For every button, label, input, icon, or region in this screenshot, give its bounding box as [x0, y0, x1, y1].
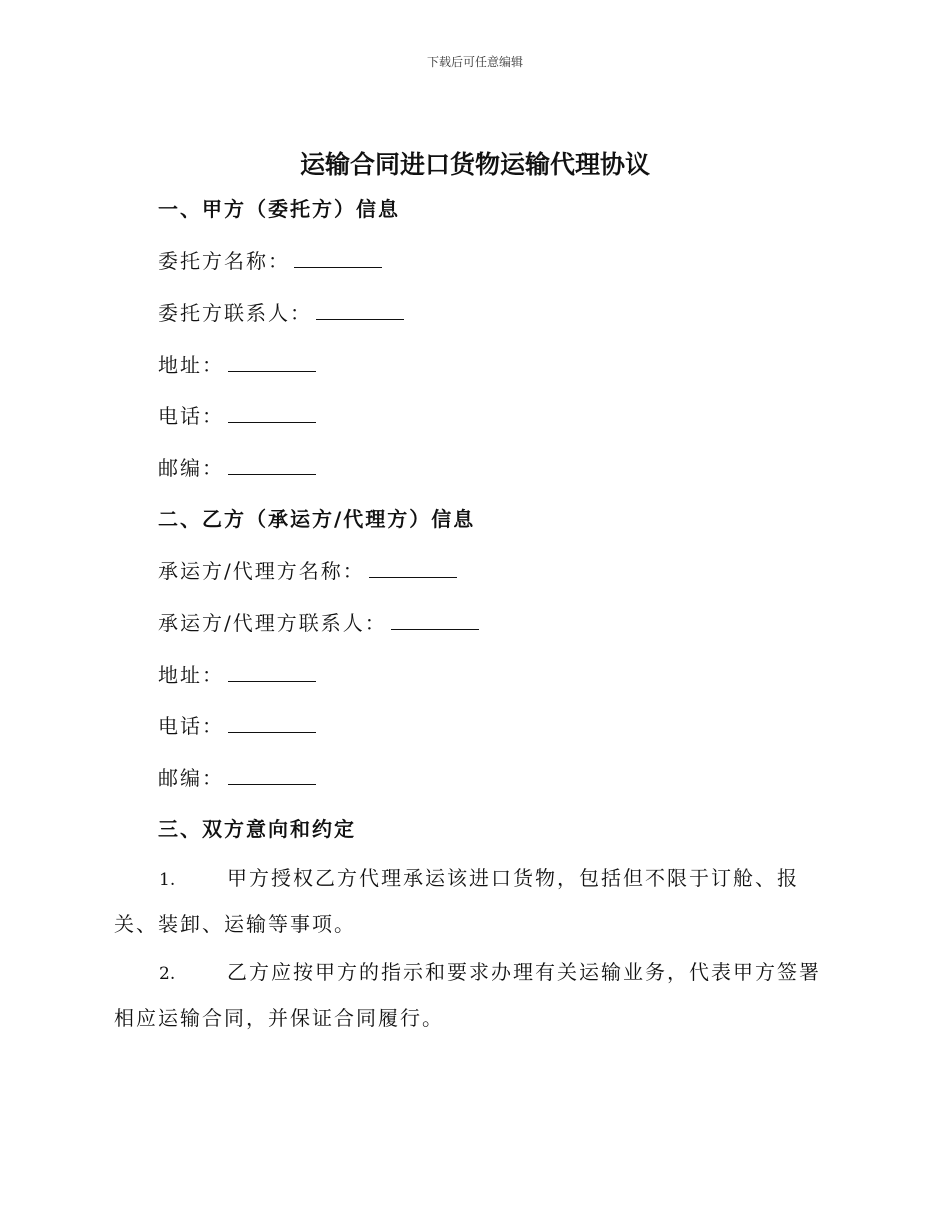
carrier-name-field	[158, 555, 457, 584]
field-label: 承运方/代理方名称：	[158, 559, 365, 583]
field-label: 地址：	[158, 353, 224, 377]
blank-line	[228, 402, 316, 423]
section-3-heading: 三、双方意向和约定	[158, 817, 356, 841]
clause-number: 1.	[159, 870, 176, 890]
client-phone-field	[158, 400, 316, 429]
blank-line	[228, 764, 316, 785]
clause-number: 2.	[159, 964, 176, 984]
clause-text: 乙方应按甲方的指示和要求办理有关运输业务，代表甲方签署相应运输合同，并保证合同履行。	[114, 960, 821, 1030]
carrier-address-field	[158, 659, 316, 688]
blank-line	[391, 609, 479, 630]
blank-line	[369, 557, 457, 578]
blank-line	[228, 661, 316, 682]
blank-line	[228, 712, 316, 733]
field-label: 承运方/代理方联系人：	[158, 611, 387, 635]
page-header: 下载后可任意编辑	[426, 55, 523, 69]
blank-line	[316, 299, 404, 320]
document-title: 运输合同进口货物运输代理协议	[299, 150, 650, 179]
field-label: 邮编：	[158, 766, 224, 790]
clause-text: 甲方授权乙方代理承运该进口货物，包括但不限于订舱、报关、装卸、运输等事项。	[114, 866, 799, 936]
clause-2	[114, 950, 834, 1040]
blank-line	[294, 247, 382, 268]
field-label: 电话：	[158, 714, 224, 738]
blank-line	[228, 351, 316, 372]
blank-line	[228, 454, 316, 475]
client-contact-field	[158, 297, 404, 326]
field-label: 委托方名称：	[158, 249, 290, 273]
carrier-phone-field	[158, 710, 316, 739]
field-label: 地址：	[158, 663, 224, 687]
carrier-contact-field	[158, 607, 479, 636]
carrier-postcode-field	[158, 762, 316, 791]
client-address-field	[158, 349, 316, 378]
field-label: 邮编：	[158, 456, 224, 480]
clause-1	[114, 856, 834, 946]
client-name-field	[158, 245, 382, 274]
field-label: 电话：	[158, 404, 224, 428]
field-label: 委托方联系人：	[158, 301, 312, 325]
section-2-heading: 二、乙方（承运方/代理方）信息	[158, 507, 476, 531]
section-1-heading: 一、甲方（委托方）信息	[158, 197, 400, 221]
client-postcode-field	[158, 452, 316, 481]
